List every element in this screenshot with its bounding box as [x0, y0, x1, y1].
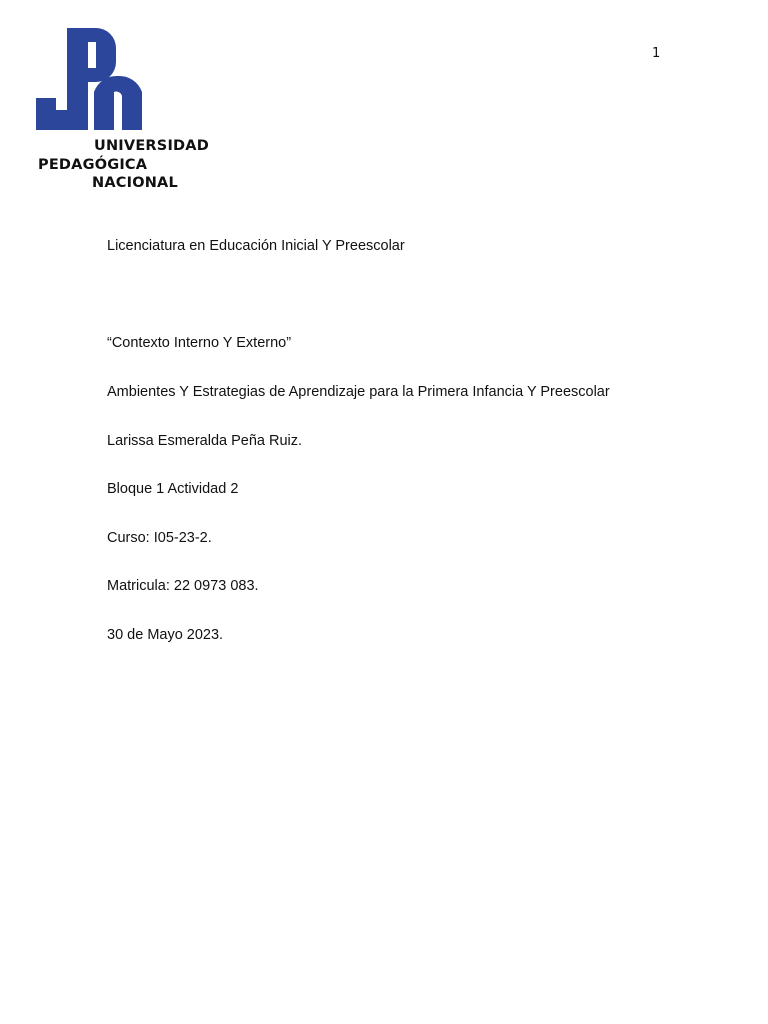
course-code: Curso: I05-23-2.: [107, 530, 212, 546]
subject-name: Ambientes Y Estrategias de Aprendizaje para la Primera Infancia Y Preescolar: [107, 384, 610, 400]
document-date: 30 de Mayo 2023.: [107, 627, 224, 643]
logo-text-universidad: UNIVERSIDAD: [94, 138, 209, 154]
author-name: Larissa Esmeralda Peña Ruiz.: [107, 433, 303, 449]
upn-logo: [34, 26, 224, 196]
document-title: “Contexto Interno Y Externo”: [107, 335, 292, 351]
logo-text-pedagogica: PEDAGÓGICA: [38, 157, 148, 173]
logo-text-nacional: NACIONAL: [92, 175, 178, 191]
page-number: 1: [652, 46, 661, 61]
upn-logo-mark: [34, 26, 154, 136]
enrollment-number: Matricula: 22 0973 083.: [107, 578, 259, 594]
degree-program: Licenciatura en Educación Inicial Y Preescolar: [107, 238, 405, 254]
block-activity: Bloque 1 Actividad 2: [107, 481, 239, 497]
